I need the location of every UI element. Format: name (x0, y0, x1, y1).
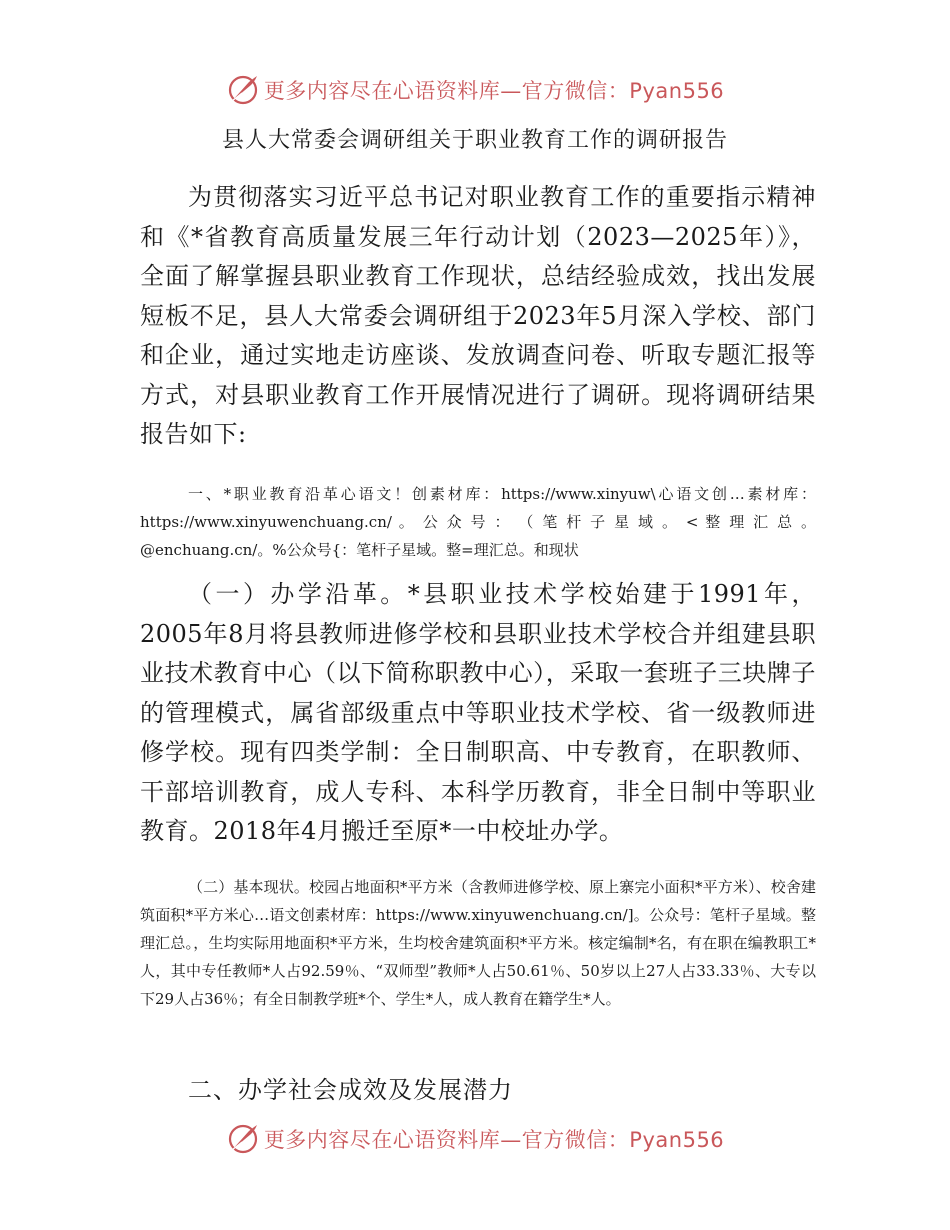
status-paragraph: （二）基本现状。校园占地面积*平方米（含教师进修学校、原上寨完小面积*平方米）、校舍建筑面积*平方米心…语文创素材库：https://www.xinyuwenchuang.cn/]。公众号：笔杆子星域。整理汇总。，生均实际用地面积*平方米，生均校舍建筑面积*平方米。核定编制*名，有在职在编教职工*人，其中专任教师*人占92.59％、“双师型”教师*人占50.61％、50岁以上27人占33.33％、大专以下29人占36％；有全日制教学班*个、学生*人，成人教育在籍学生*人。 (140, 878, 816, 1008)
watermark-banner-bottom (0, 1119, 950, 1159)
intro-paragraph: 为贯彻落实习近平总书记对职业教育工作的重要指示精神和《*省教育高质量发展三年行动计划（2023—2025年）》，全面了解掌握县职业教育工作现状，总结经验成效，找出发展短板不足，县人大常委会调研组于2023年5月深入学校、部门和企业，通过实地走访座谈、发放调查问卷、听取专题汇报等方式，对县职业教育工作开展情况进行了调研。现将调研结果报告如下: (140, 183, 816, 448)
quill-pen-circle-icon (226, 73, 260, 107)
section-1-heading: 一、*职业教育沿革心语文！创素材库：https://www.xinyuw\心语文创…素材库：https://www.xinyuwenchuang.cn/ 。 公 众 号 ： （ 笔 杆 子 星 域 。 < 整 理 汇 总 。@enchuang.cn/。%公众号{：笔杆子星域。整=理汇总。和现状 (140, 485, 816, 559)
document-title: 县人大常委会调研组关于职业教育工作的调研报告 (221, 128, 728, 153)
watermark-text: 更多内容尽在心语资料库—官方微信：Pyan556 (263, 1128, 725, 1152)
quill-pen-circle-icon (226, 1122, 260, 1156)
watermark-banner-top (0, 70, 950, 110)
watermark-text: 更多内容尽在心语资料库—官方微信：Pyan556 (263, 79, 725, 103)
history-paragraph: （一）办学沿革。*县职业技术学校始建于1991年，2005年8月将县教师进修学校和县职业技术学校合并组建县职业技术教育中心（以下简称职教中心），采取一套班子三块牌子的管理模式，属省部级重点中等职业技术学校、省一级教师进修学校。现有四类学制：全日制职高、中专教育，在职教师、干部培训教育，成人专科、本科学历教育，非全日制中等职业教育。2018年4月搬迁至原*一中校址办学。 (140, 580, 816, 845)
section-2-heading: 二、办学社会成效及发展潜力 (188, 1076, 513, 1104)
